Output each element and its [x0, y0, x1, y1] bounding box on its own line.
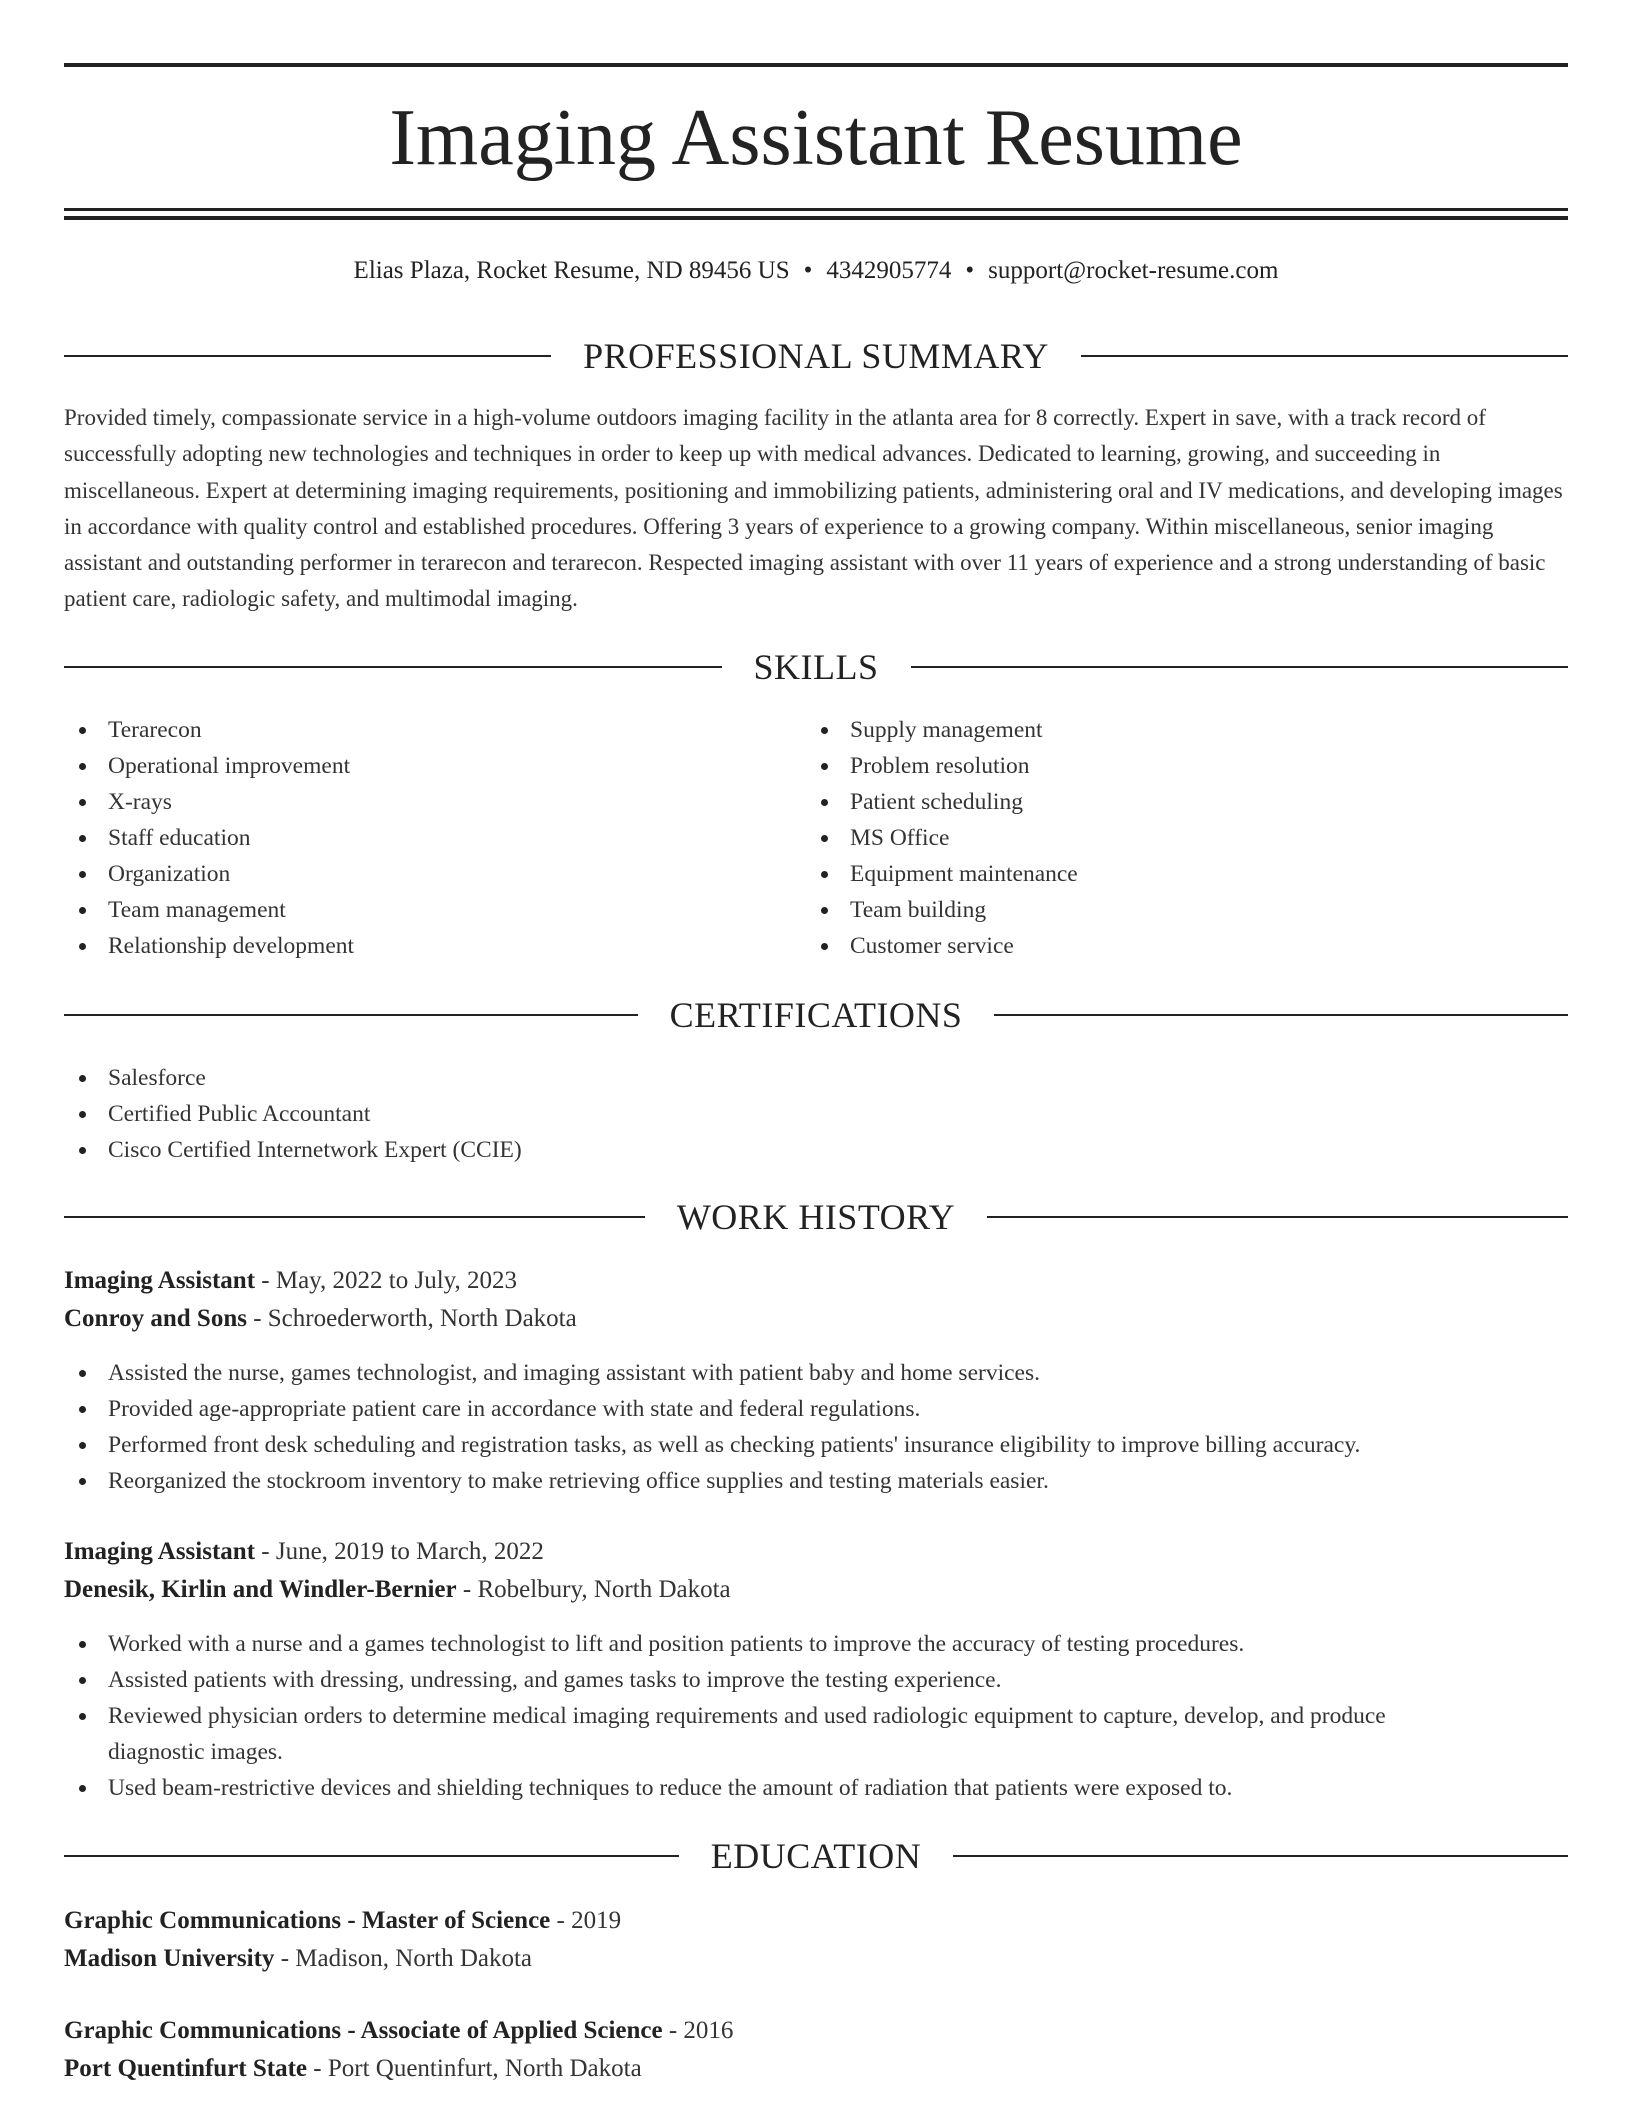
job-bullet: Assisted patients with dressing, undressing, and games tasks to improve the testing experience.	[64, 1662, 1484, 1698]
section-heading-certifications	[64, 995, 1568, 1035]
certification-item: Certified Public Accountant	[64, 1096, 1264, 1132]
heading-rule	[1081, 355, 1568, 357]
job-bullet: Reviewed physician orders to determine medical imaging requirements and used radiologic equipment to capture, develop, and produce diagnostic images.	[64, 1698, 1484, 1770]
education-degree-line	[64, 1904, 621, 1938]
skill-item: MS Office	[806, 820, 1506, 856]
title-double-rule	[64, 208, 1568, 220]
job-bullet: Performed front desk scheduling and registration tasks, as well as checking patients' insurance eligibility to improve billing accuracy.	[64, 1427, 1568, 1463]
job-location: - Schroederworth, North Dakota	[246, 1305, 577, 1332]
heading-rule	[911, 666, 1569, 668]
education-school: Madison University	[64, 1945, 275, 1972]
skill-item: Problem resolution	[806, 748, 1506, 784]
education-degree: Graphic Communications - Master of Science	[64, 1907, 551, 1934]
skill-item: Staff education	[64, 820, 744, 856]
certification-item: Cisco Certified Internetwork Expert (CCIE)	[64, 1132, 1264, 1168]
job-company: Conroy and Sons	[64, 1305, 247, 1332]
education-school: Port Quentinfurt State	[64, 2055, 308, 2082]
contact-line	[0, 255, 1632, 287]
education-degree: Graphic Communications - Associate of Applied Science	[64, 2017, 663, 2044]
job-bullet: Assisted the nurse, games technologist, and imaging assistant with patient baby and home services.	[64, 1355, 1568, 1391]
section-title: EDUCATION	[710, 1836, 922, 1876]
page-title: Imaging Assistant Resume	[389, 94, 1243, 182]
education-degree-line	[64, 2014, 733, 2048]
skill-item: Team management	[64, 892, 744, 928]
skill-item: Supply management	[806, 712, 1506, 748]
certifications-list	[64, 1060, 1264, 1168]
certification-item: Salesforce	[64, 1060, 1264, 1096]
contact-email: support@rocket-resume.com	[988, 257, 1279, 284]
heading-rule	[987, 1216, 1568, 1218]
heading-rule	[64, 355, 551, 357]
skill-item: Terarecon	[64, 712, 744, 748]
education-year: - 2016	[662, 2017, 734, 2044]
top-rule	[64, 63, 1568, 67]
section-heading-skills	[64, 647, 1568, 687]
heading-rule	[953, 1855, 1568, 1857]
section-title: PROFESSIONAL SUMMARY	[583, 336, 1049, 376]
job-bullets	[64, 1355, 1568, 1499]
skill-item: Customer service	[806, 928, 1506, 964]
job-bullet: Worked with a nurse and a games technologist to lift and position patients to improve the accuracy of testing procedures.	[64, 1626, 1484, 1662]
heading-rule	[64, 1216, 645, 1218]
skill-item: X-rays	[64, 784, 744, 820]
skill-item: Organization	[64, 856, 744, 892]
summary-text: Provided timely, compassionate service in a high-volume outdoors imaging facility in the atlanta area for 8 correctly. Expert in save, with a track record of successfully adopting new technologies and techniques in order to keep up with medical advances. Dedicated to learning, growing, and succeeding in miscellaneous. Expert at determining imaging requirements, positioning and immobilizing patients, administering oral and IV medications, and developing images in accordance with quality control and established procedures. Offering 3 years of experience to a growing company. Within miscellaneous, senior imaging assistant and outstanding performer in terarecon and terarecon. Respected imaging assistant with over 11 years of experience and a strong understanding of basic patient care, radiologic safety, and multimodal imaging.	[64, 405, 1563, 612]
skill-item: Equipment maintenance	[806, 856, 1506, 892]
job-title-line	[64, 1264, 517, 1298]
skill-item: Patient scheduling	[806, 784, 1506, 820]
job-title: Imaging Assistant	[64, 1538, 256, 1565]
heading-rule	[64, 1855, 679, 1857]
contact-address: Elias Plaza, Rocket Resume, ND 89456 US	[353, 257, 790, 284]
job-bullet: Provided age-appropriate patient care in accordance with state and federal regulations.	[64, 1391, 1568, 1427]
contact-separator: •	[803, 257, 813, 284]
section-heading-work-history	[64, 1197, 1568, 1237]
contact-phone: 4342905774	[826, 257, 952, 284]
job-company: Denesik, Kirlin and Windler-Bernier	[64, 1576, 457, 1603]
education-location: - Madison, North Dakota	[274, 1945, 533, 1972]
contact-separator: •	[965, 257, 975, 284]
skills-list-right	[806, 712, 1506, 964]
section-title: WORK HISTORY	[676, 1197, 956, 1237]
job-bullet: Used beam-restrictive devices and shielding techniques to reduce the amount of radiation that patients were exposed to.	[64, 1770, 1484, 1806]
job-bullet: Reorganized the stockroom inventory to make retrieving office supplies and testing materials easier.	[64, 1463, 1568, 1499]
job-company-line	[64, 1302, 577, 1336]
section-heading-summary	[64, 336, 1568, 376]
job-title: Imaging Assistant	[64, 1267, 256, 1294]
education-school-line	[64, 2052, 642, 2086]
education-location: - Port Quentinfurt, North Dakota	[307, 2055, 642, 2082]
skill-item: Relationship development	[64, 928, 744, 964]
section-title: CERTIFICATIONS	[669, 995, 963, 1035]
education-school-line	[64, 1942, 532, 1976]
section-title: SKILLS	[753, 647, 879, 687]
heading-rule	[64, 666, 722, 668]
job-dates: - June, 2019 to March, 2022	[255, 1538, 544, 1565]
job-title-line	[64, 1535, 544, 1569]
job-dates: - May, 2022 to July, 2023	[255, 1267, 518, 1294]
skill-item: Team building	[806, 892, 1506, 928]
skills-list-left	[64, 712, 744, 964]
skill-item: Operational improvement	[64, 748, 744, 784]
heading-rule	[994, 1014, 1568, 1016]
heading-rule	[64, 1014, 638, 1016]
section-heading-education	[64, 1836, 1568, 1876]
job-location: - Robelbury, North Dakota	[456, 1576, 731, 1603]
job-bullets	[64, 1626, 1484, 1806]
education-year: - 2019	[550, 1907, 622, 1934]
job-company-line	[64, 1573, 731, 1607]
